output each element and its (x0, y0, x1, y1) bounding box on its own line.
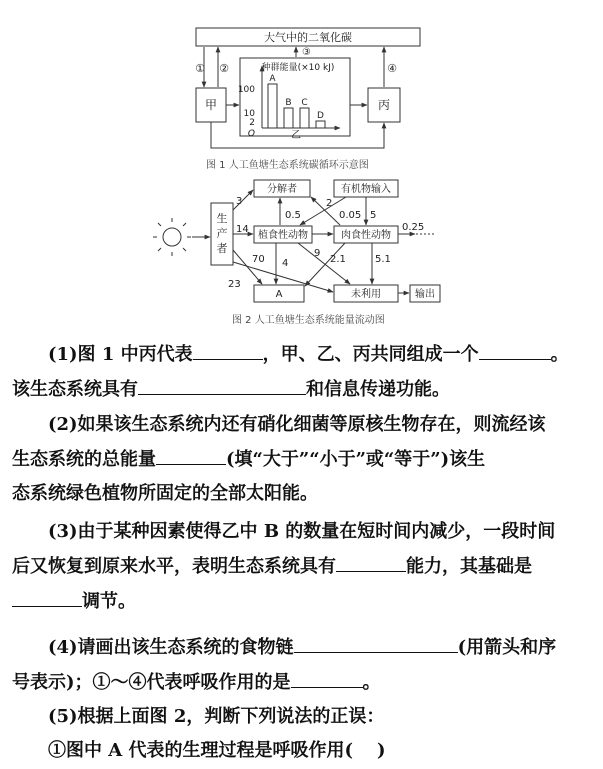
q2-text-a: (2)如果该生态系统内还有硝化细菌等原核生物存在，则流经该 (48, 414, 546, 435)
arrow-3-label: ③ (302, 47, 311, 58)
bar-label-A: A (269, 74, 276, 84)
jia-label: 甲 (204, 98, 218, 112)
q4-blank-1[interactable] (294, 630, 458, 653)
q1-blank-3[interactable] (138, 372, 306, 395)
y-axis-label: 种群能量(×10 kJ) (261, 63, 335, 73)
value-70: 70 (252, 254, 265, 265)
q1-blank-2[interactable] (479, 337, 551, 360)
value-14: 14 (236, 224, 249, 235)
q4-blank-2[interactable] (291, 665, 363, 688)
carnivore-label: 肉食性动物 (341, 230, 391, 241)
q3-blank-2[interactable] (12, 584, 82, 607)
question-4 (12, 630, 592, 700)
bar-label-D: D (317, 111, 324, 121)
q1-text-a: (1)图 1 中丙代表 (48, 344, 193, 365)
q1-text-b: ，甲、乙、丙共同组成一个 (262, 344, 479, 365)
figure-2 (153, 180, 440, 302)
sun-icon (163, 228, 181, 246)
q1-text-c: 。 (550, 344, 569, 365)
value-3: 3 (236, 196, 243, 207)
bar-C (300, 108, 309, 128)
q4-text-c: 号表示)；①～④代表呼吸作用的是 (12, 672, 291, 693)
figure-2-labels (217, 182, 436, 300)
value-4: 4 (282, 258, 289, 269)
q4-text-d: 。 (362, 672, 381, 693)
decomposer-label: 分解者 (267, 184, 297, 195)
origin-label: O (247, 129, 255, 139)
value-9: 9 (314, 248, 321, 259)
q2-text-d: 态系统绿色植物所固定的全部太阳能。 (12, 483, 318, 504)
bar-B (284, 108, 293, 128)
figure-1-labels (195, 30, 397, 141)
q2-blank[interactable] (156, 442, 226, 465)
value-2.1: 2.1 (330, 254, 346, 265)
value-23: 23 (228, 279, 241, 290)
ytick-2: 2 (249, 118, 255, 128)
a-label: A (275, 289, 283, 300)
q4-text-b: (用箭头和序 (457, 637, 557, 658)
producer-label-2: 产 (216, 227, 228, 240)
organic-input-label: 有机物输入 (341, 184, 391, 195)
value-0.5: 0.5 (285, 210, 301, 221)
q3-text-c: 能力，其基础是 (406, 556, 532, 577)
q5-text-c: ) (377, 740, 386, 761)
value-5.1: 5.1 (375, 254, 391, 265)
q5-text-a: (5)根据上面图 2，判断下列说法的正误： (48, 706, 385, 727)
herbivore-label: 植食性动物 (258, 230, 308, 241)
ytick-100: 100 (237, 85, 255, 95)
bar-D (316, 121, 325, 128)
yi-label: 乙 (291, 130, 301, 141)
bar-A (268, 84, 277, 128)
value-0.05: 0.05 (339, 210, 362, 221)
producer-label-1: 生 (216, 212, 228, 225)
q5-text-b: ①图中 A 代表的生理过程是呼吸作用( (48, 740, 354, 761)
q4-text-a: (4)请画出该生态系统的食物链 (48, 637, 294, 658)
q3-text-a: (3)由于某种因素使得乙中 B 的数量在短时间内减少，一段时间 (48, 521, 556, 542)
q3-text-d: 调节。 (82, 591, 136, 612)
q3-text-b: 后又恢复到原来水平，表明生态系统具有 (12, 556, 336, 577)
q2-text-b: 生态系统的总能量 (12, 449, 156, 470)
bar-label-C: C (301, 98, 308, 108)
arrow-1-label: ① (195, 62, 205, 75)
bar-group (268, 84, 325, 128)
value-2: 2 (326, 198, 333, 209)
producer-label-3: 者 (216, 242, 228, 255)
unused-label: 未利用 (351, 289, 381, 300)
q2-text-c: (填“大于”“小于”或“等于”)该生 (226, 449, 486, 470)
figure-2-caption: 图 2 人工鱼塘生态系统能量流动图 (232, 315, 385, 326)
arrow-2-label: ② (219, 62, 229, 75)
bing-label: 丙 (377, 98, 391, 112)
q1-text-d: 该生态系统具有 (12, 379, 138, 400)
q1-blank-1[interactable] (193, 337, 263, 360)
question-5 (12, 700, 592, 768)
q1-text-e: 和信息传递功能。 (306, 379, 450, 400)
ytick-10: 10 (243, 109, 255, 119)
output-label: 输出 (415, 289, 435, 300)
atmosphere-label: 大气中的二氧化碳 (264, 31, 352, 44)
arrow-4-label: ④ (387, 62, 397, 75)
question-2 (12, 408, 592, 511)
question-1 (12, 337, 592, 407)
figure-1-caption: 图 1 人工鱼塘生态系统碳循环示意图 (206, 160, 369, 171)
sun-rays (153, 218, 191, 256)
q3-blank-1[interactable] (336, 549, 406, 572)
question-3 (12, 515, 592, 619)
bar-label-B: B (285, 98, 292, 108)
value-5: 5 (370, 210, 377, 221)
figure-1 (196, 28, 420, 148)
value-0.25: 0.25 (402, 222, 425, 233)
